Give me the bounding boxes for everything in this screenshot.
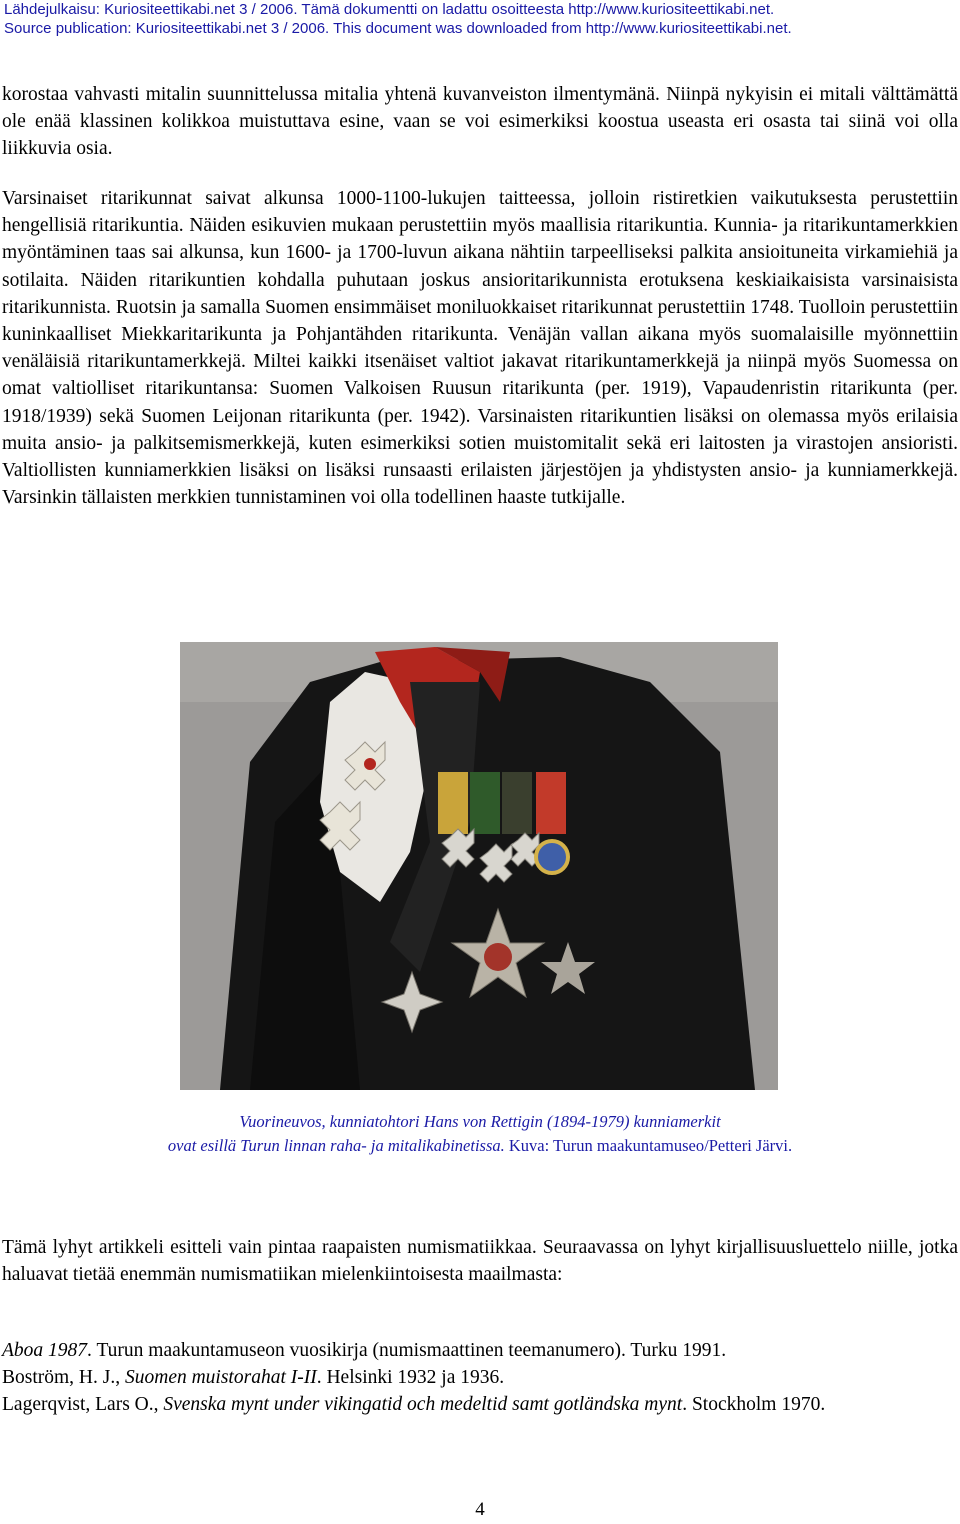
photo-caption (0, 1110, 960, 1158)
reference-item (2, 1364, 958, 1391)
reference-details: . Stockholm 1970. (682, 1394, 826, 1416)
reference-author: Lagerqvist, Lars O., (2, 1394, 164, 1416)
reference-title: Suomen muistorahat I-II (124, 1367, 317, 1389)
medals-photo-illustration (180, 642, 778, 1090)
reference-title: Aboa 1987 (2, 1340, 88, 1361)
reference-list (2, 1337, 958, 1419)
reference-author: Boström, H. J., (2, 1367, 125, 1389)
reference-details: . Turun maakuntamuseon vuosikirja (numismaattinen teemanumero). Turku 1991. (87, 1340, 727, 1361)
medals-photo (180, 642, 778, 1090)
reference-details: . Helsinki 1932 ja 1936. (316, 1367, 505, 1389)
header-line-fi: Lähdejulkaisu: Kuriositeettikabi.net 3 / 2006. Tämä dokumentti on ladattu osoitteesta http://www.kuriositeettikabi.net. (4, 1, 775, 18)
reference-item (2, 1391, 958, 1418)
header-line-en: Source publication: Kuriositeettikabi.net 3 / 2006. This document was downloaded from http://www.kuriositeettikabi.net. (4, 20, 792, 37)
paragraph-orders-history: Varsinaiset ritarikunnat saivat alkunsa 1000-1100-lukujen taitteessa, jolloin ristiretkien vaikutuksesta perustettiin hengellisiä ritarikuntia. Näiden esikuvien mukaan perustettiin myös maallisia ritarikuntia. Kunnia- ja ritarikuntamerkkien myöntäminen taas sai alkunsa, kun 1600- ja 1700-luvun aikana nähtiin tarpeelliseksi palkita ansioituneita virkamiehiä ja sotilaita. Näiden ritarikuntien kohdalla puhutaan joskus ansioritarikunnista erotuksena keskiaikaisista varsinaisista ritarikunnista. Ruotsin ja samalla Suomen ensimmäiset moniluokkaiset ritarikunnat perustettiin 1748. Tuolloin perustettiin kuninkaalliset Miekkaritarikunta ja Pohjantähden ritarikunta. Venäjän vallan aikana myös suomalaisille myönnettiin venäläisiä ritarikuntamerkkejä. Miltei kaikki itsenäiset valtiot jakavat ritarikuntamerkkejä ja niinpä myös Suomessa on omat valtiolliset ritarikuntansa: Suomen Valkoisen Ruusun ritarikunta (per. 1919), Vapaudenristin ritarikunta (per. 1918/1939) sekä Suomen Leijonan ritarikunta (per. 1942). Varsinaisten ritarikuntien lisäksi on olemassa myös erilaisia muita ansio- ja palkitsemismerkkejä, kuten esimerkiksi sotien muistomitalit sekä eri laitosten ja virastojen ansioristi. Valtiollisten kunniamerkkien lisäksi on lisäksi runsaasti erilaisten järjestöjen ja yhdistysten ansio- ja kunniamerkkejä. Varsinkin tällaisten merkkien tunnistaminen voi olla todellinen haaste tutkijalle. (2, 188, 958, 509)
document-header (4, 0, 956, 38)
caption-photo-credit: Kuva: Turun maakuntamuseo/Petteri Järvi. (504, 1136, 793, 1155)
caption-line-2-italic: ovat esillä Turun linnan raha- ja mitalikabinetissa. (167, 1136, 505, 1155)
reference-title: Svenska mynt under vikingatid och medeltid samt gotländska mynt (163, 1394, 683, 1416)
reference-item (2, 1337, 958, 1364)
caption-line-1: Vuorineuvos, kunniatohtori Hans von Rettigin (1894-1979) kunniamerkit (239, 1112, 721, 1131)
paragraph-conclusion: Tämä lyhyt artikkeli esitteli vain pintaa raapaisten numismatiikkaa. Seuraavassa on lyhyt kirjallisuusluettelo niille, jotka haluavat tietää enemmän numismatiikan mielenkiintoisesta maailmasta: (2, 1237, 958, 1286)
paragraph-medal-design: korostaa vahvasti mitalin suunnittelussa mitalia yhtenä kuvanveiston ilmentymänä. Niinpä nykyisin ei mitali välttämättä ole enää klassinen kolikkoa muistuttava esine, vaan se voi esimerkiksi koostua useasta eri osasta tai siinä voi olla liikkuvia osia. (2, 84, 958, 160)
page-number: 4 (475, 1499, 485, 1520)
